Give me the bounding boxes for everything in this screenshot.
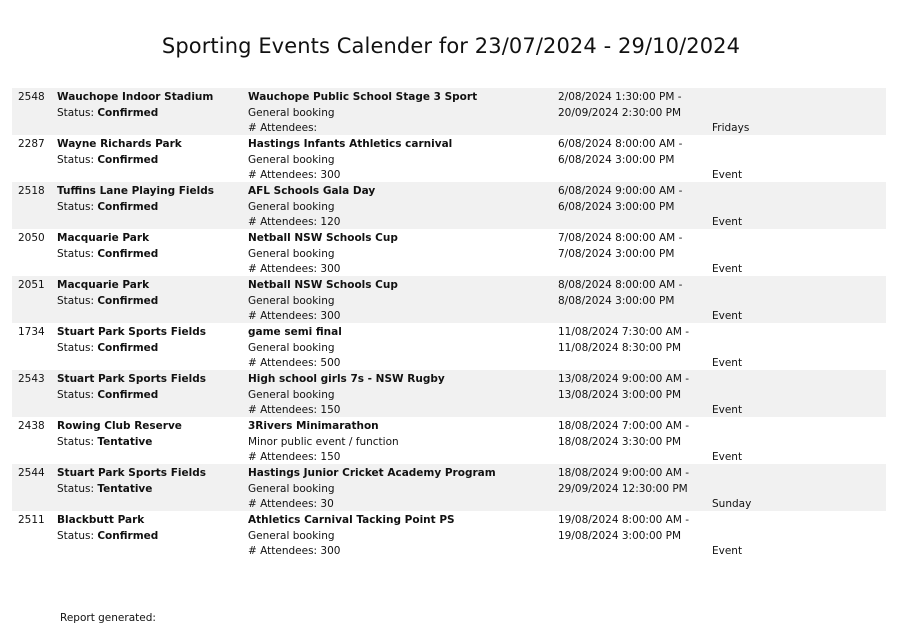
event-cell: [248, 372, 445, 419]
status-value: Confirmed: [97, 341, 159, 354]
event-name: Wauchope Public School Stage 3 Sport: [248, 91, 478, 103]
status-prefix: Status:: [57, 106, 98, 119]
time-cell: [558, 325, 689, 356]
status-value: Tentative: [97, 435, 153, 448]
time-separator: -: [681, 467, 690, 479]
status-prefix: Status:: [57, 341, 98, 354]
attendees-prefix: # Attendees:: [248, 404, 321, 417]
event-name: Netball NSW Schools Cup: [248, 232, 398, 244]
booking-type: General booking: [248, 294, 335, 307]
time-separator: -: [675, 279, 683, 291]
start-time: 19/08/2024 8:00:00 AM: [558, 514, 682, 526]
event-cell: [248, 325, 342, 372]
start-line: [558, 90, 682, 106]
event-name: Hastings Junior Cricket Academy Program: [248, 467, 496, 479]
booking-id: 2050: [18, 232, 45, 244]
recurrence-label: Event: [712, 545, 743, 557]
status-value: Confirmed: [97, 247, 159, 260]
event-row: [12, 323, 886, 370]
time-separator: -: [675, 138, 683, 150]
venue-name: Wayne Richards Park: [57, 138, 182, 150]
end-time: 7/08/2024 3:00:00 PM: [558, 247, 675, 260]
booking-type: General booking: [248, 482, 335, 495]
start-line: [558, 372, 689, 388]
attendees-count: 30: [320, 498, 334, 511]
time-separator: -: [675, 185, 683, 197]
recurrence-label: Event: [712, 216, 743, 228]
status-value: Tentative: [97, 482, 153, 495]
event-cell: [248, 231, 398, 278]
event-row: [12, 88, 886, 135]
booking-id: 2543: [18, 373, 45, 385]
start-line: [558, 231, 682, 247]
status-prefix: Status:: [57, 247, 98, 260]
venue-cell: [57, 278, 158, 309]
start-time: 13/08/2024 9:00:00 AM: [558, 373, 682, 385]
end-time: 18/08/2024 3:30:00 PM: [558, 435, 682, 448]
event-cell: [248, 419, 399, 466]
event-name: AFL Schools Gala Day: [248, 185, 376, 197]
venue-cell: [57, 372, 206, 403]
event-cell: [248, 466, 496, 513]
start-time: 6/08/2024 9:00:00 AM: [558, 185, 676, 197]
event-name: game semi final: [248, 326, 342, 338]
report-title: Sporting Events Calender for 23/07/2024 - 29/10/2024: [161, 34, 741, 58]
start-time: 6/08/2024 8:00:00 AM: [558, 138, 676, 150]
event-cell: [248, 137, 452, 184]
event-cell: [248, 278, 398, 325]
venue-name: Wauchope Indoor Stadium: [57, 91, 214, 103]
recurrence-label: Event: [712, 169, 743, 181]
attendees-prefix: # Attendees:: [248, 357, 321, 370]
status-line: [57, 106, 213, 122]
status-value: Confirmed: [97, 153, 159, 166]
attendees-count: 500: [320, 357, 341, 370]
venue-name: Stuart Park Sports Fields: [57, 467, 206, 479]
venue-name: Tuffins Lane Playing Fields: [57, 185, 215, 197]
start-time: 7/08/2024 8:00:00 AM: [558, 232, 676, 244]
start-time: 11/08/2024 7:30:00 AM: [558, 326, 682, 338]
event-row: [12, 182, 886, 229]
recurrence-label: Sunday: [712, 498, 752, 510]
start-line: [558, 513, 689, 529]
venue-cell: [57, 231, 158, 262]
attendees-count: 300: [320, 169, 341, 182]
status-line: [57, 388, 206, 404]
venue-name: Stuart Park Sports Fields: [57, 373, 206, 385]
status-line: [57, 529, 158, 545]
status-value: Confirmed: [97, 388, 159, 401]
start-time: 8/08/2024 8:00:00 AM: [558, 279, 676, 291]
booking-id: 2518: [18, 185, 45, 197]
event-cell: [248, 184, 375, 231]
start-line: [558, 137, 682, 153]
status-line: [57, 153, 182, 169]
venue-cell: [57, 419, 182, 450]
status-value: Confirmed: [97, 106, 159, 119]
booking-type: Minor public event / function: [248, 435, 399, 448]
time-cell: [558, 90, 682, 121]
end-time: 8/08/2024 3:00:00 PM: [558, 294, 675, 307]
attendees-line: [248, 544, 455, 560]
event-name: High school girls 7s - NSW Rugby: [248, 373, 445, 385]
booking-id: 1734: [18, 326, 45, 338]
time-cell: [558, 184, 682, 215]
booking-id: 2287: [18, 138, 45, 150]
time-cell: [558, 513, 689, 544]
booking-type: General booking: [248, 388, 335, 401]
recurrence-label: Event: [712, 263, 743, 275]
attendees-prefix: # Attendees:: [248, 122, 318, 135]
booking-type: General booking: [248, 106, 335, 119]
attendees-prefix: # Attendees:: [248, 310, 321, 323]
status-prefix: Status:: [57, 435, 98, 448]
end-time: 20/09/2024 2:30:00 PM: [558, 106, 682, 119]
venue-cell: [57, 137, 182, 168]
end-time: 19/08/2024 3:00:00 PM: [558, 529, 682, 542]
status-value: Confirmed: [97, 294, 159, 307]
time-cell: [558, 231, 682, 262]
event-row: [12, 370, 886, 417]
attendees-prefix: # Attendees:: [248, 545, 321, 558]
time-separator: -: [681, 326, 690, 338]
attendees-count: 150: [320, 404, 341, 417]
time-cell: [558, 278, 682, 309]
end-time: 11/08/2024 8:30:00 PM: [558, 341, 682, 354]
events-list: [12, 88, 886, 558]
attendees-prefix: # Attendees:: [248, 263, 321, 276]
attendees-count: 300: [320, 310, 341, 323]
time-separator: -: [681, 373, 690, 385]
start-time: 18/08/2024 9:00:00 AM: [558, 467, 682, 479]
time-separator: -: [681, 420, 690, 432]
booking-id: 2511: [18, 514, 45, 526]
recurrence-label: Fridays: [712, 122, 750, 134]
event-name: Netball NSW Schools Cup: [248, 279, 398, 291]
time-separator: -: [681, 514, 690, 526]
venue-name: Macquarie Park: [57, 232, 150, 244]
venue-name: Stuart Park Sports Fields: [57, 326, 206, 338]
start-line: [558, 184, 682, 200]
event-name: 3Rivers Minimarathon: [248, 420, 379, 432]
report-generated-label: Report generated:: [60, 612, 156, 624]
venue-name: Blackbutt Park: [57, 514, 145, 526]
time-separator: -: [674, 91, 682, 103]
start-line: [558, 466, 689, 482]
start-line: [558, 278, 682, 294]
end-time: 29/09/2024 12:30:00 PM: [558, 482, 688, 495]
recurrence-label: Event: [712, 451, 743, 463]
status-value: Confirmed: [97, 529, 159, 542]
attendees-count: 300: [320, 263, 341, 276]
booking-id: 2051: [18, 279, 45, 291]
event-name: Hastings Infants Athletics carnival: [248, 138, 453, 150]
attendees-prefix: # Attendees:: [248, 169, 321, 182]
status-prefix: Status:: [57, 388, 98, 401]
attendees-count: 300: [320, 545, 341, 558]
status-prefix: Status:: [57, 294, 98, 307]
event-row: [12, 417, 886, 464]
start-line: [558, 325, 689, 341]
booking-id: 2438: [18, 420, 45, 432]
booking-id: 2544: [18, 467, 45, 479]
event-row: [12, 464, 886, 511]
attendees-prefix: # Attendees:: [248, 498, 321, 511]
booking-type: General booking: [248, 153, 335, 166]
booking-type: General booking: [248, 341, 335, 354]
status-prefix: Status:: [57, 153, 98, 166]
attendees-prefix: # Attendees:: [248, 451, 321, 464]
time-cell: [558, 466, 689, 497]
booking-type: General booking: [248, 247, 335, 260]
recurrence-label: Event: [712, 404, 743, 416]
status-line: [57, 341, 206, 357]
venue-name: Rowing Club Reserve: [57, 420, 182, 432]
booking-type: General booking: [248, 529, 335, 542]
event-row: [12, 276, 886, 323]
attendees-prefix: # Attendees:: [248, 216, 321, 229]
start-line: [558, 419, 689, 435]
booking-id: 2548: [18, 91, 45, 103]
time-cell: [558, 137, 682, 168]
event-name: Athletics Carnival Tacking Point PS: [248, 514, 455, 526]
status-prefix: Status:: [57, 200, 98, 213]
status-prefix: Status:: [57, 529, 98, 542]
start-time: 2/08/2024 1:30:00 PM: [558, 91, 675, 103]
time-separator: -: [675, 232, 683, 244]
status-line: [57, 247, 158, 263]
venue-cell: [57, 466, 206, 497]
status-line: [57, 435, 182, 451]
status-line: [57, 294, 158, 310]
end-time: 13/08/2024 3:00:00 PM: [558, 388, 682, 401]
event-row: [12, 229, 886, 276]
recurrence-label: Event: [712, 310, 743, 322]
status-line: [57, 482, 206, 498]
venue-cell: [57, 90, 213, 121]
event-cell: [248, 90, 477, 137]
time-cell: [558, 419, 689, 450]
venue-cell: [57, 325, 206, 356]
venue-name: Macquarie Park: [57, 279, 150, 291]
end-time: 6/08/2024 3:00:00 PM: [558, 153, 675, 166]
booking-type: General booking: [248, 200, 335, 213]
venue-cell: [57, 184, 214, 215]
status-value: Confirmed: [97, 200, 159, 213]
start-time: 18/08/2024 7:00:00 AM: [558, 420, 682, 432]
event-row: [12, 135, 886, 182]
event-row: [12, 511, 886, 558]
status-prefix: Status:: [57, 482, 98, 495]
event-cell: [248, 513, 455, 560]
venue-cell: [57, 513, 158, 544]
end-time: 6/08/2024 3:00:00 PM: [558, 200, 675, 213]
recurrence-label: Event: [712, 357, 743, 369]
status-line: [57, 200, 214, 216]
time-cell: [558, 372, 689, 403]
attendees-count: 120: [320, 216, 341, 229]
attendees-count: 150: [320, 451, 341, 464]
